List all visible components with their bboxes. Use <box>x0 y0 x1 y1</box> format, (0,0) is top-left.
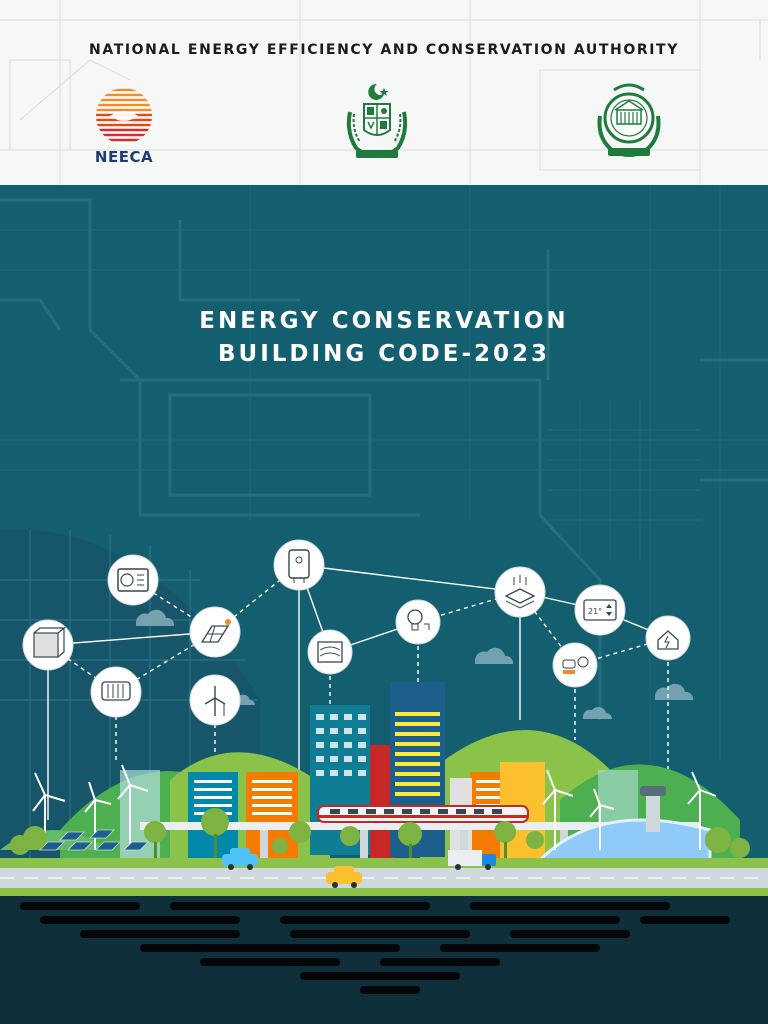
thermostat-readout: 21° <box>588 607 603 616</box>
title-line-2: BUILDING CODE-2023 <box>218 341 550 367</box>
heater-icon <box>91 667 141 717</box>
thermostat-icon <box>575 585 625 635</box>
neeca-logo <box>88 86 160 166</box>
wind-turbine-icon <box>190 675 240 725</box>
ministry-seal-icon <box>594 82 664 162</box>
cover-main <box>0 185 768 1024</box>
cover-title <box>0 305 768 371</box>
title-line-1: ENERGY CONSERVATION <box>199 308 569 334</box>
air-conditioner-icon <box>108 555 158 605</box>
neeca-logo-text: NEECA <box>94 148 154 166</box>
smart-home-icon <box>646 616 690 660</box>
light-bulb-icon <box>396 600 440 644</box>
wall-insulation-icon <box>23 620 73 670</box>
header <box>0 0 768 185</box>
window-glazing-icon <box>308 630 352 674</box>
solar-panel-icon <box>190 607 240 657</box>
water-heater-icon <box>274 540 324 590</box>
neeca-sun-icon <box>88 86 160 148</box>
lighting-fixture-icon <box>553 643 597 687</box>
roof-insulation-icon <box>495 567 545 617</box>
authority-name: NATIONAL ENERGY EFFICIENCY AND CONSERVATION AUTHORITY <box>89 42 679 58</box>
pakistan-state-emblem-icon <box>342 82 412 162</box>
